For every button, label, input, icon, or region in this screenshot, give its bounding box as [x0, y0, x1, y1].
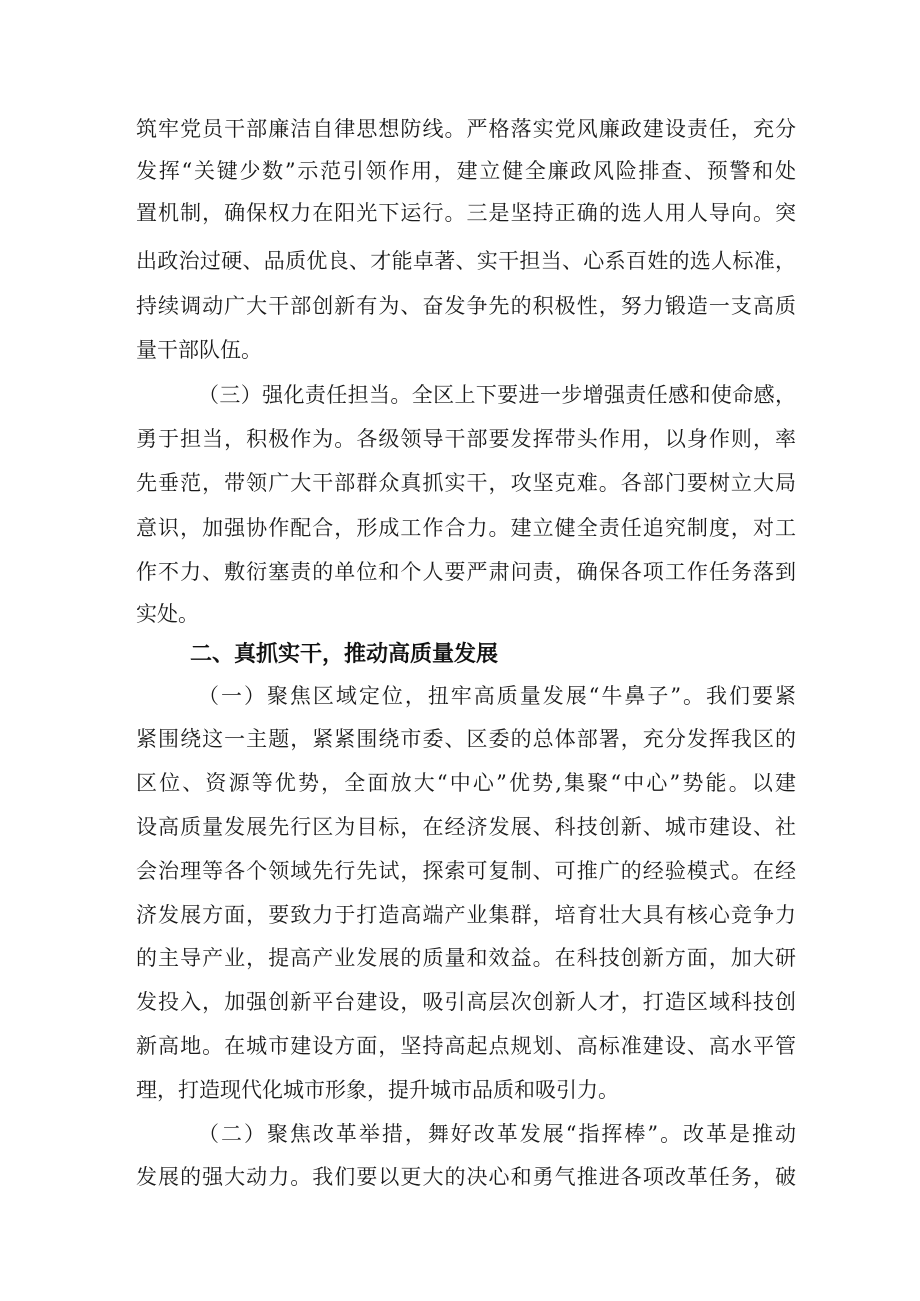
- body-text-line: 先垂范，带领广大干部群众真抓实干，攻坚克难。各部门要树立大局: [136, 471, 796, 495]
- body-text-line: 勇于担当，积极作为。各级领导干部要发挥带头作用，以身作则，率: [136, 427, 796, 451]
- body-text-line: 的主导产业，提高产业发展的质量和效益。在科技创新方面，加大研: [136, 946, 796, 970]
- paragraph-first-line: （一）聚焦区域定位，扭牢高质量发展“牛鼻子”。我们要紧: [198, 684, 796, 708]
- body-text-line: 持续调动广大干部创新有为、奋发争先的积极性，努力锻造一支高质: [136, 294, 796, 318]
- body-text-line: 发投入，加强创新平台建设，吸引高层次创新人才，打造区域科技创: [136, 990, 796, 1014]
- body-text-line: 实处。: [136, 602, 199, 626]
- body-text-line: 设高质量发展先行区为目标，在经济发展、科技创新、城市建设、社: [136, 815, 796, 839]
- body-text-line: 区位、资源等优势，全面放大“中心”优势,集聚“中心”势能。以建: [136, 771, 796, 795]
- paragraph-first-line: （二）聚焦改革举措，舞好改革发展“指挥棒”。改革是推动: [198, 1122, 796, 1146]
- body-text-line: 发挥“关键少数”示范引领作用，建立健全廉政风险排查、预警和处: [136, 159, 796, 183]
- body-text-line: 理，打造现代化城市形象，提升城市品质和吸引力。: [136, 1078, 619, 1102]
- section-heading: 二、真抓实干，推动高质量发展: [190, 642, 499, 667]
- body-text-line: 置机制，确保权力在阳光下运行。三是坚持正确的选人用人导向。突: [136, 201, 796, 225]
- paragraph-first-line: （三）强化责任担当。全区上下要进一步增强责任感和使命感，: [198, 383, 796, 407]
- body-text-line: 会治理等各个领域先行先试，探索可复制、可推广的经验模式。在经: [136, 859, 796, 883]
- body-text-line: 济发展方面，要致力于打造高端产业集群，培育壮大具有核心竞争力: [136, 903, 796, 927]
- body-text-line: 筑牢党员干部廉洁自律思想防线。严格落实党风廉政建设责任，充分: [136, 117, 796, 141]
- body-text-line: 发展的强大动力。我们要以更大的决心和勇气推进各项改革任务，破: [136, 1165, 796, 1189]
- body-text-line: 出政治过硬、品质优良、才能卓著、实干担当、心系百姓的选人标准，: [136, 249, 796, 273]
- body-text-line: 意识，加强协作配合，形成工作合力。建立健全责任追究制度，对工: [136, 516, 796, 540]
- body-text-line: 紧围绕这一主题，紧紧围绕市委、区委的总体部署，充分发挥我区的: [136, 727, 796, 751]
- body-text-line: 新高地。在城市建设方面，坚持高起点规划、高标准建设、高水平管: [136, 1034, 796, 1058]
- body-text-line: 作不力、敷衍塞责的单位和个人要严肃问责，确保各项工作任务落到: [136, 560, 796, 584]
- body-text-line: 量干部队伍。: [136, 338, 262, 362]
